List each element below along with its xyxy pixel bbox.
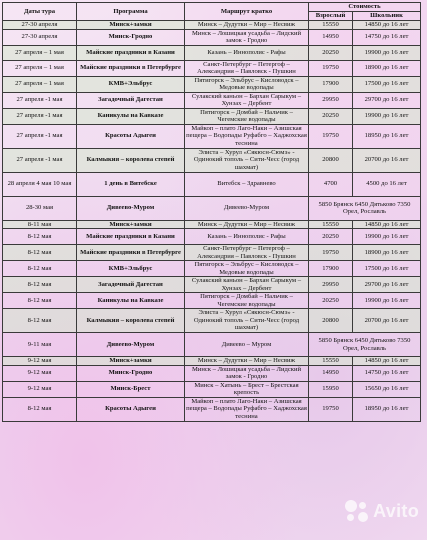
tour-price-sheet <box>2 2 420 422</box>
cell-program: Майские праздники в Казани <box>77 229 185 245</box>
cell-route: Минск – Дудутки – Мир – Несвиж <box>185 21 309 30</box>
cell-dates: 27 апреля -1 мая <box>3 92 77 108</box>
cell-dates: 9-12 мая <box>3 357 77 366</box>
cell-route: Санкт-Петербург – Петергоф – Александрия – Павловск - Пушкин <box>185 245 309 261</box>
cell-school-price: 18950 до 16 лет <box>353 124 421 148</box>
cell-adult-price: 20250 <box>309 108 353 124</box>
cell-school-price: 20700 до 16 лет <box>353 309 421 333</box>
cell-dates: 8-12 мая <box>3 261 77 277</box>
cell-route: Витебск – Здравнево <box>185 172 309 196</box>
cell-program: КМВ+Эльбрус <box>77 261 185 277</box>
cell-adult-price: 14950 <box>309 365 353 381</box>
cell-dates: 8-11 мая <box>3 220 77 229</box>
cell-school-price: 14850 до 16 лет <box>353 220 421 229</box>
cell-school-price: 29700 до 16 лет <box>353 92 421 108</box>
cell-school-price: 19900 до 16 лет <box>353 229 421 245</box>
cell-adult-price: 19750 <box>309 60 353 76</box>
cell-adult-price: 20800 <box>309 309 353 333</box>
table-row <box>3 333 421 357</box>
header-program: Программа <box>77 3 185 21</box>
cell-route: Пятигорск – Домбай – Нальчик – Чегемские водопады <box>185 108 309 124</box>
cell-route: Дивеево-Муром <box>185 196 309 220</box>
cell-price-multi: 5850 Брянск 6450 Дятьково 7350 Орел, Рославль <box>309 333 421 357</box>
table-row <box>3 124 421 148</box>
cell-school-price: 18950 до 16 лет <box>353 397 421 421</box>
cell-route: Пятигорск – Эльбрус – Кисловодск – Медовые водопады <box>185 261 309 277</box>
cell-route: Элиста – Хурул «Сякюсн-Сюмэ» - Одинокий тополь – Сити-Чесс (город шахмат) <box>185 148 309 172</box>
cell-adult-price: 20250 <box>309 45 353 60</box>
cell-price-multi: 5850 Брянск 6450 Дятьково 7350 Орел, Рославль <box>309 196 421 220</box>
cell-dates: 27 апреля -1 мая <box>3 108 77 124</box>
cell-dates: 27-30 апреля <box>3 21 77 30</box>
cell-adult-price: 29950 <box>309 277 353 293</box>
cell-route: Казань – Иннополис - Рафы <box>185 45 309 60</box>
cell-program: Минск-Гродно <box>77 365 185 381</box>
avito-watermark <box>343 498 419 524</box>
cell-route: Сулакский каньон – Бархан Сарыкум – Хунзах – Дербент <box>185 277 309 293</box>
cell-route: Сулакский каньон – Бархан Сарыкум – Хунзах – Дербент <box>185 92 309 108</box>
cell-adult-price: 29950 <box>309 92 353 108</box>
table-row <box>3 277 421 293</box>
table-row <box>3 21 421 30</box>
cell-route: Пятигорск – Эльбрус – Кисловодск – Медовые водопады <box>185 76 309 92</box>
cell-school-price: 14850 до 16 лет <box>353 21 421 30</box>
cell-route: Минск – Дудутки – Мир – Несвиж <box>185 357 309 366</box>
cell-dates: 27 апреля – 1 мая <box>3 45 77 60</box>
table-row <box>3 397 421 421</box>
cell-program: КМВ+Эльбрус <box>77 76 185 92</box>
table-row <box>3 245 421 261</box>
cell-adult-price: 19750 <box>309 245 353 261</box>
cell-dates: 8-12 мая <box>3 245 77 261</box>
header-cost: Стоимость <box>309 3 421 12</box>
cell-adult-price: 19750 <box>309 397 353 421</box>
cell-route: Минск – Дудутки – Мир – Несвиж <box>185 220 309 229</box>
cell-route: Минск – Лошицкая усадьба – Лидский замок - Гродно <box>185 365 309 381</box>
table-row <box>3 172 421 196</box>
cell-program: 1 день в Витебске <box>77 172 185 196</box>
table-row <box>3 220 421 229</box>
avito-dots-icon <box>343 498 369 524</box>
table-row <box>3 60 421 76</box>
cell-school-price: 19900 до 16 лет <box>353 108 421 124</box>
table-row <box>3 229 421 245</box>
cell-route: Майкоп – плато Лаго-Наки – Азишская пещера – Водопады Руфабго – Хаджохская теснина <box>186 397 307 420</box>
cell-school-price: 18900 до 16 лет <box>353 60 421 76</box>
cell-program: Каникулы на Кавказе <box>77 293 185 309</box>
table-row <box>3 365 421 381</box>
table-row <box>3 293 421 309</box>
cell-program: Минск-Брест <box>77 381 185 397</box>
cell-school-price: 14850 до 16 лет <box>353 357 421 366</box>
cell-dates: 8-12 мая <box>3 229 77 245</box>
cell-route: Минск – Лошицкая усадьба – Лидский замок - Гродно <box>185 29 309 45</box>
cell-dates: 27 апреля – 1 мая <box>3 60 77 76</box>
cell-school-price: 14750 до 16 лет <box>353 365 421 381</box>
cell-route: Дивеево – Муром <box>185 333 309 357</box>
cell-dates: 8-12 мая <box>3 309 77 333</box>
cell-program: Загадочный Дагестан <box>77 92 185 108</box>
cell-dates: 9-12 мая <box>3 365 77 381</box>
table-body <box>3 21 421 422</box>
cell-route: Казань – Иннополис - Рафы <box>185 229 309 245</box>
cell-adult-price: 4700 <box>309 172 353 196</box>
cell-adult-price: 17900 <box>309 76 353 92</box>
cell-school-price: 4500 до 16 лет <box>353 172 421 196</box>
table-row <box>3 29 421 45</box>
cell-route: Санкт-Петербург – Петергоф – Александрия – Павловск - Пушкин <box>185 60 309 76</box>
cell-route: Пятигорск – Домбай – Нальчик – Чегемские водопады <box>185 293 309 309</box>
header-dates: Даты тура <box>3 3 77 21</box>
cell-school-price: 14750 до 16 лет <box>353 29 421 45</box>
cell-dates: 8-12 мая <box>3 277 77 293</box>
table-row <box>3 309 421 333</box>
header-adult: Взрослый <box>309 12 353 21</box>
cell-adult-price: 15550 <box>309 357 353 366</box>
cell-program: Красоты Адыгеи <box>77 124 185 148</box>
cell-program: Минск+замки <box>77 220 185 229</box>
cell-dates: 8-12 мая <box>3 293 77 309</box>
table-row <box>3 92 421 108</box>
cell-adult-price: 20250 <box>309 293 353 309</box>
table-row <box>3 76 421 92</box>
cell-program: Дивеево-Муром <box>77 333 185 357</box>
cell-school-price: 20700 до 16 лет <box>353 148 421 172</box>
cell-dates: 9-11 мая <box>3 333 77 357</box>
cell-program: Калмыкия – королева степей <box>77 309 185 333</box>
cell-adult-price: 15950 <box>309 381 353 397</box>
cell-school-price: 18900 до 16 лет <box>353 245 421 261</box>
cell-route: Майкоп – плато Лаго-Наки – Азишская пещера – Водопады Руфабго – Хаджохская теснина <box>186 124 307 147</box>
cell-dates: 27 апреля – 1 мая <box>3 76 77 92</box>
cell-dates: 28-30 мая <box>3 196 77 220</box>
cell-dates: 9-12 мая <box>3 381 77 397</box>
cell-adult-price: 17900 <box>309 261 353 277</box>
table-row <box>3 148 421 172</box>
cell-adult-price: 20800 <box>309 148 353 172</box>
cell-dates: 27 апреля -1 мая <box>3 124 77 148</box>
avito-watermark-text: Avito <box>373 500 419 521</box>
cell-program: Майские праздники в Казани <box>77 45 185 60</box>
table-row <box>3 261 421 277</box>
cell-school-price: 19900 до 16 лет <box>353 45 421 60</box>
table-row <box>3 45 421 60</box>
cell-program: Красоты Адыгеи <box>77 397 185 421</box>
header-route: Маршрут кратко <box>185 3 309 21</box>
cell-adult-price: 15550 <box>309 21 353 30</box>
cell-adult-price: 19750 <box>309 124 353 148</box>
cell-route: Минск – Хатынь – Брест – Брестская крепость <box>185 381 309 397</box>
table-row <box>3 108 421 124</box>
cell-program: Дивеево-Муром <box>77 196 185 220</box>
table-row <box>3 357 421 366</box>
cell-route: Элиста – Хурул «Сякюсн-Сюмэ» - Одинокий тополь – Сити-Чесс (город шахмат) <box>185 309 309 333</box>
header-school: Школьник <box>353 12 421 21</box>
cell-school-price: 19900 до 16 лет <box>353 293 421 309</box>
cell-program: Майские праздники в Петербурге <box>77 60 185 76</box>
cell-adult-price: 15550 <box>309 220 353 229</box>
cell-school-price: 15650 до 16 лет <box>353 381 421 397</box>
cell-program: Каникулы на Кавказе <box>77 108 185 124</box>
cell-school-price: 17500 до 16 лет <box>353 261 421 277</box>
cell-adult-price: 20250 <box>309 229 353 245</box>
tour-table <box>2 2 421 422</box>
cell-dates: 27 апреля -1 мая <box>3 148 77 172</box>
cell-adult-price: 14950 <box>309 29 353 45</box>
cell-program: Калмыкия – королева степей <box>77 148 185 172</box>
cell-dates: 28 апреля 4 мая 10 мая <box>3 172 77 196</box>
table-row <box>3 196 421 220</box>
cell-program: Минск+замки <box>77 357 185 366</box>
cell-program: Минск+замки <box>77 21 185 30</box>
cell-school-price: 29700 до 16 лет <box>353 277 421 293</box>
table-row <box>3 381 421 397</box>
cell-school-price: 17500 до 16 лет <box>353 76 421 92</box>
cell-program: Минск-Гродно <box>77 29 185 45</box>
cell-program: Майские праздники в Петербурге <box>77 245 185 261</box>
cell-dates: 8-12 мая <box>3 397 77 421</box>
cell-program: Загадочный Дагестан <box>77 277 185 293</box>
cell-dates: 27-30 апреля <box>3 29 77 45</box>
